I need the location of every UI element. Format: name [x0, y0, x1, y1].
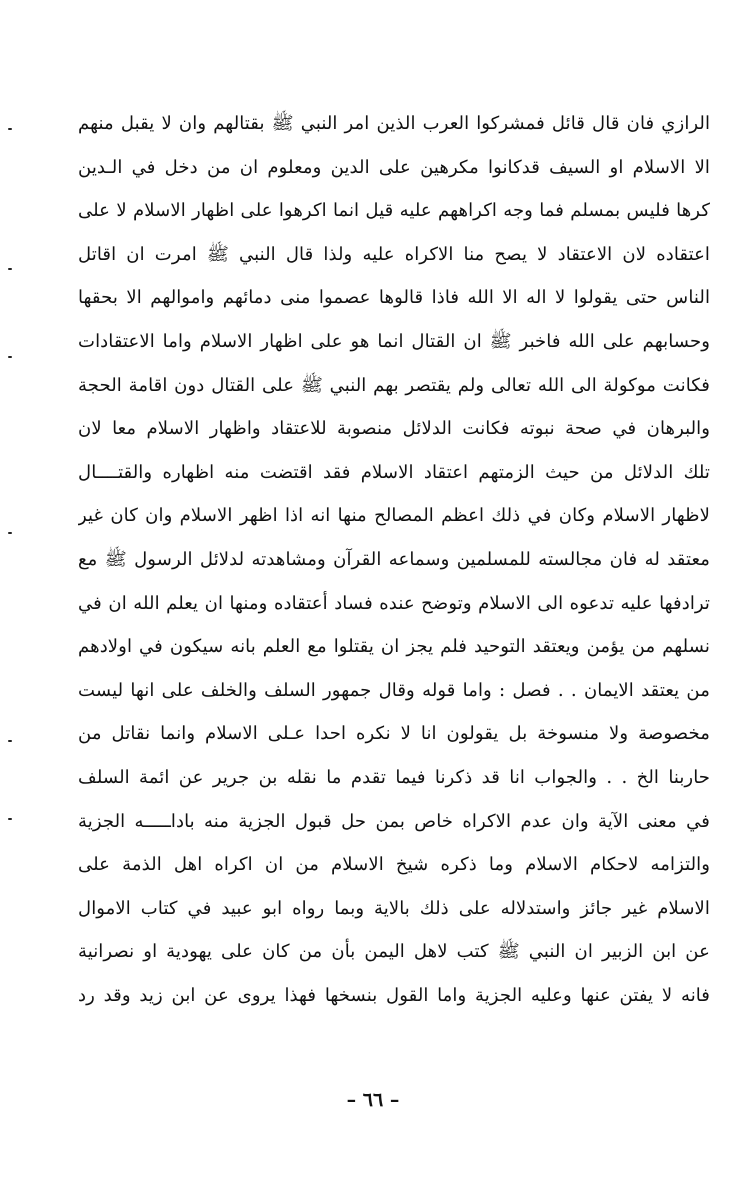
text-line: الناس حتى يقولوا لا اله الا الله فاذا قالوها عصموا منى دمائهم واموالهم الا بحقها [78, 287, 710, 309]
text-line: الرازي فان قال قائل فمشركوا العرب الذين امر النبي ﷺ بقتالهم وان لا يقبل منهم [78, 113, 710, 134]
text-line: كرها فليس بمسلم فما وجه اكراههم عليه قيل انما اكرهوا على اظهار الاسلام لا على [78, 200, 710, 222]
margin-mark [8, 740, 12, 742]
text-line: اعتقاده لان الاعتقاد لا يصح منا الاكراه عليه ولذا قال النبي ﷺ امرت ان اقاتل [78, 243, 710, 265]
text-line: والتزامه لاحكام الاسلام وما ذكره شيخ الاسلام من ان اكراه اهل الذمة على [78, 854, 710, 876]
text-line: في معنى الآية وان عدم الاكراه خاص بمن حل قبول الجزية منه باداـــــه الجزية [78, 810, 710, 832]
text-line: الا الاسلام او السيف قدكانوا مكرهين على الدين ومعلوم ان من دخل في الـدين [78, 156, 710, 178]
text-line: عن ابن الزبير ان النبي ﷺ كتب لاهل اليمن بأن من كان على يهودية او نصرانية [78, 941, 710, 963]
text-line: والبرهان في صحة نبوته فكانت الدلائل منصوبة للاعتقاد واظهار الاسلام معا لان [78, 418, 710, 440]
text-line: تلك الدلائل من حيث الزمتهم اعتقاد الاسلام فقد اقتضت منه اظهاره والقتــــال [78, 461, 710, 483]
margin-mark [8, 818, 12, 820]
margin-mark [8, 268, 12, 270]
text-line: معتقد له فان مجالسته للمسلمين وسماعه القرآن ومشاهدته لدلائل الرسول ﷺ مع [78, 548, 710, 570]
text-line: ترادفها عليه تدعوه الى الاسلام وتوضح عنده فساد أعتقاده ومنها ان يعلم الله ان في [78, 592, 710, 614]
margin-mark [8, 356, 12, 358]
page-number: – ٦٦ – [346, 1089, 400, 1111]
text-line: فانه لا يفتن عنها وعليه الجزية واما القول بنسخها فهذا يروى عن ابن زيد وقد رد [78, 984, 710, 1006]
text-line: لاظهار الاسلام وكان في ذلك اعظم المصالح منها انه اذا اظهر الاسلام وان كان غير [78, 505, 710, 527]
text-line: الاسلام غير جائز واستدلاله على ذلك بالاية وبما رواه ابو عبيد في كتاب الاموال [78, 897, 710, 919]
text-line: مخصوصة ولا منسوخة بل يقولون انا لا نكره احدا عـلى الاسلام وانما نقاتل من [78, 723, 710, 745]
text-line: نسلهم من يؤمن ويعتقد التوحيد فلم يجز ان يقتلوا مع العلم بانه سيكون في اولادهم [78, 636, 710, 658]
margin-mark [8, 128, 12, 130]
text-line: من يعتقد الايمان . . فصل : واما قوله وقال جمهور السلف والخلف على انها ليست [78, 679, 710, 701]
text-line: وحسابهم على الله فاخبر ﷺ ان القتال انما هو على اظهار الاسلام واما الاعتقادات [78, 330, 710, 352]
margin-mark [8, 532, 12, 534]
text-line: حاربنا الخ . . والجواب انا قد ذكرنا فيما تقدم ما نقله بن جرير عن ائمة السلف [78, 766, 710, 788]
body-text [78, 102, 710, 1017]
text-line: فكانت موكولة الى الله تعالى ولم يقتصر بهم النبي ﷺ على القتال دون اقامة الحجة [78, 374, 710, 396]
